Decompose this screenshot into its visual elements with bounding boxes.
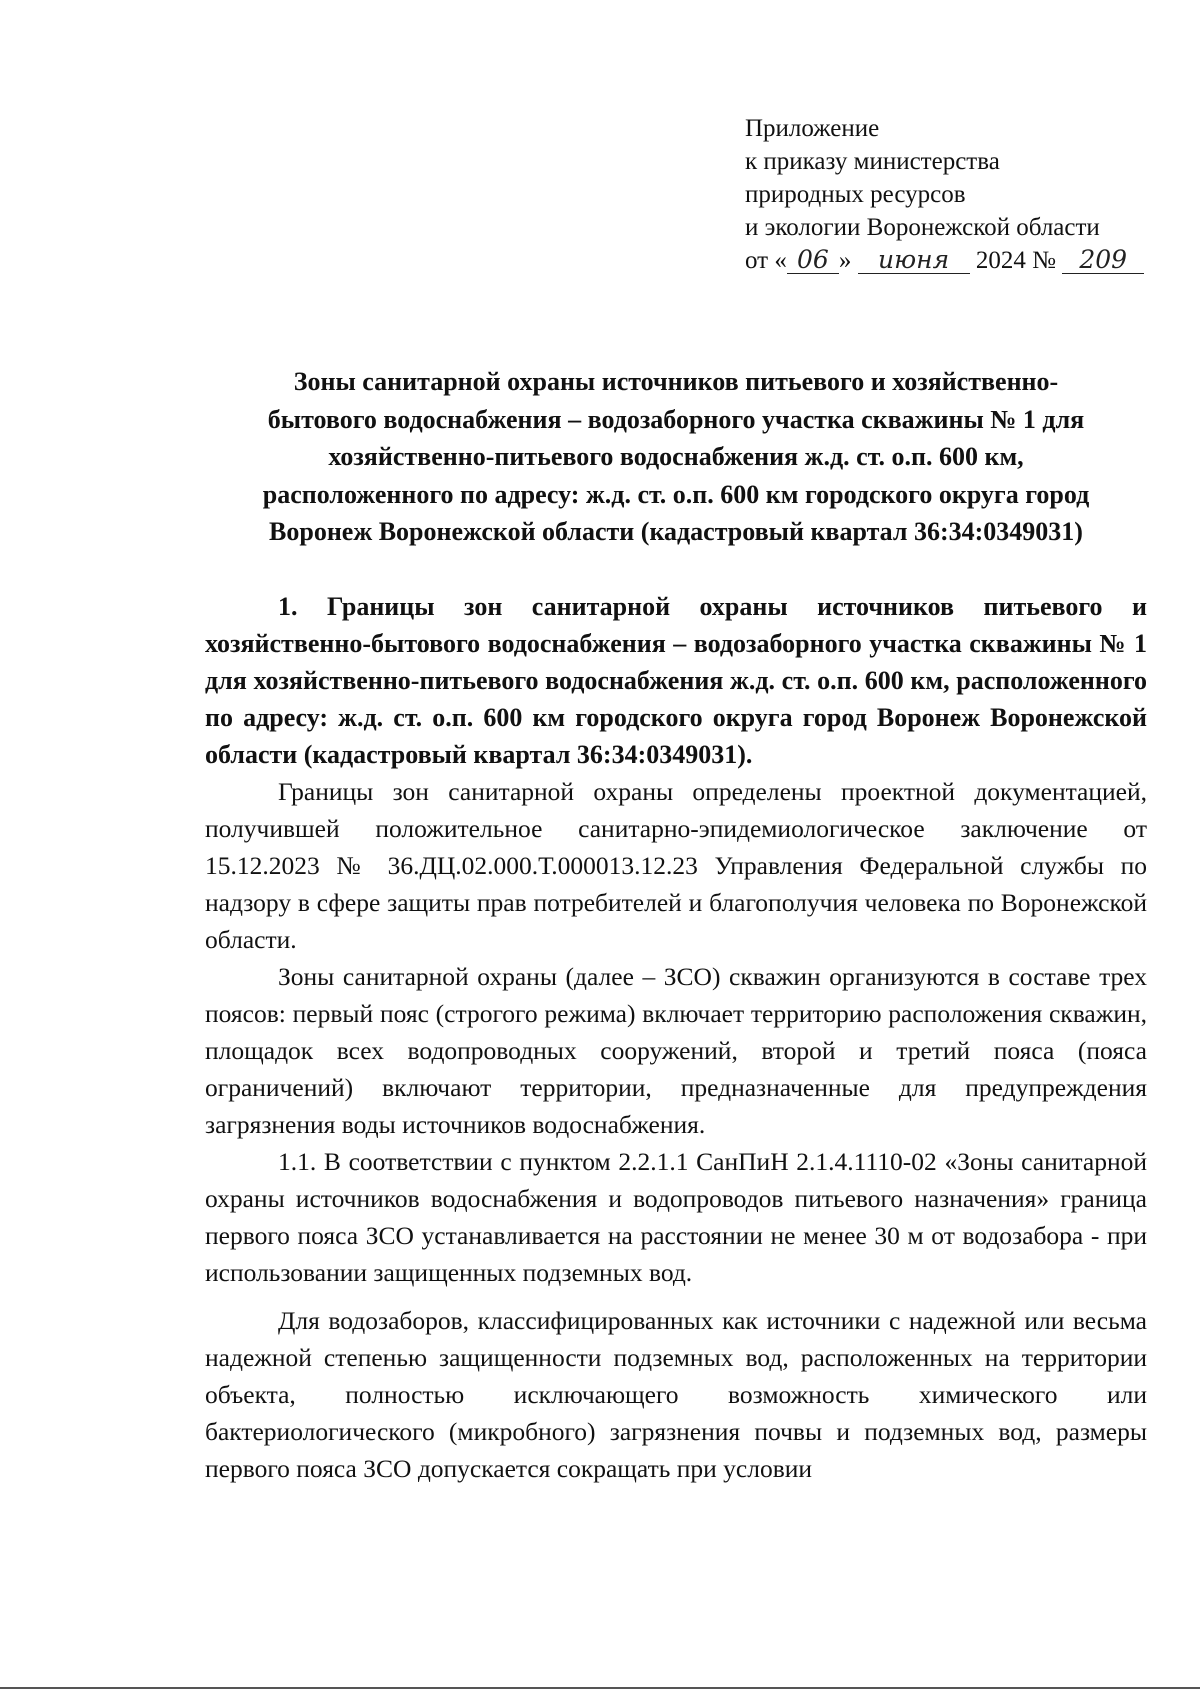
date-day-handwritten: 06 (787, 247, 839, 274)
document-body (205, 588, 1147, 1487)
paragraph-reduction: Для водозаборов, классифицированных как источники с надежной или весьма надежной степенью защищенности подземных вод, расположенных на территории объекта, полностью исключающего возможность химического или бактериологического (микробного) загрязнения почвы и подземных вод, размеры первого пояса ЗСО допускается сокращать при условии (205, 1306, 1147, 1483)
appendix-order-line: к приказу министерства (745, 148, 1000, 175)
title-line: Воронеж Воронежской области (кадастровый квартал 36:34:0349031) (269, 517, 1083, 546)
page-bottom-rule (0, 1687, 1200, 1689)
title-line: хозяйственно-питьевого водоснабжения ж.д. ст. о.п. 600 км, (328, 442, 1024, 471)
appendix-date-line (745, 244, 1185, 277)
paragraph-conclusion: Границы зон санитарной охраны определены проектной документацией, получившей положительное санитарно-эпидемиологическое заключение от 15.12.2023 № 36.ДЦ.02.000.Т.000013.12.23 Управления Федеральной службы по надзору в сфере защиты прав потребителей и благополучия человека по Воронежской области. (205, 777, 1147, 954)
paragraph-1-1: 1.1. В соответствии с пунктом 2.2.1.1 СанПиН 2.1.4.1110-02 «Зоны санитарной охраны источников водоснабжения и водопроводов питьевого назначения» граница первого пояса ЗСО устанавливается на расстоянии не менее 30 м от водозабора - при использовании защищенных подземных вод. (205, 1147, 1147, 1287)
title-line: расположенного по адресу: ж.д. ст. о.п. 600 км городского округа город (262, 479, 1090, 509)
date-year: 2024 № (975, 247, 1056, 274)
appendix-title: Приложение (745, 115, 880, 142)
order-number-handwritten: 209 (1062, 247, 1144, 274)
date-prefix: от « (745, 247, 787, 274)
date-month-handwritten: июня (858, 247, 970, 274)
date-mid: » (838, 247, 852, 274)
appendix-header (745, 112, 1185, 277)
title-line: бытового водоснабжения – водозаборного участка скважины № 1 для (267, 404, 1085, 434)
title-line: Зоны санитарной охраны источников питьевого и хозяйственно- (293, 367, 1059, 396)
section-1-heading: 1. Границы зон санитарной охраны источников питьевого и хозяйственно-бытового водоснабжения – водозаборного участка скважины № 1 для хозяйственно-питьевого водоснабжения ж.д. ст. о.п. 600 км, расположенного по адресу: ж.д. ст. о.п. 600 км городского округа город Воронеж Воронежской области (кадастровый квартал 36:34:0349031). (205, 592, 1147, 769)
document-title (205, 363, 1147, 551)
appendix-ministry-line: природных ресурсов (745, 181, 966, 208)
paragraph-zones: Зоны санитарной охраны (далее – ЗСО) скважин организуются в составе трех поясов: первый пояс (строгого режима) включает территорию расположения скважин, площадок всех водопроводных сооружений, второй и третий пояса (пояса ограничений) включают территории, предназначенные для предупреждения загрязнения воды источников водоснабжения. (205, 962, 1147, 1139)
appendix-region-line: и экологии Воронежской области (745, 214, 1100, 241)
